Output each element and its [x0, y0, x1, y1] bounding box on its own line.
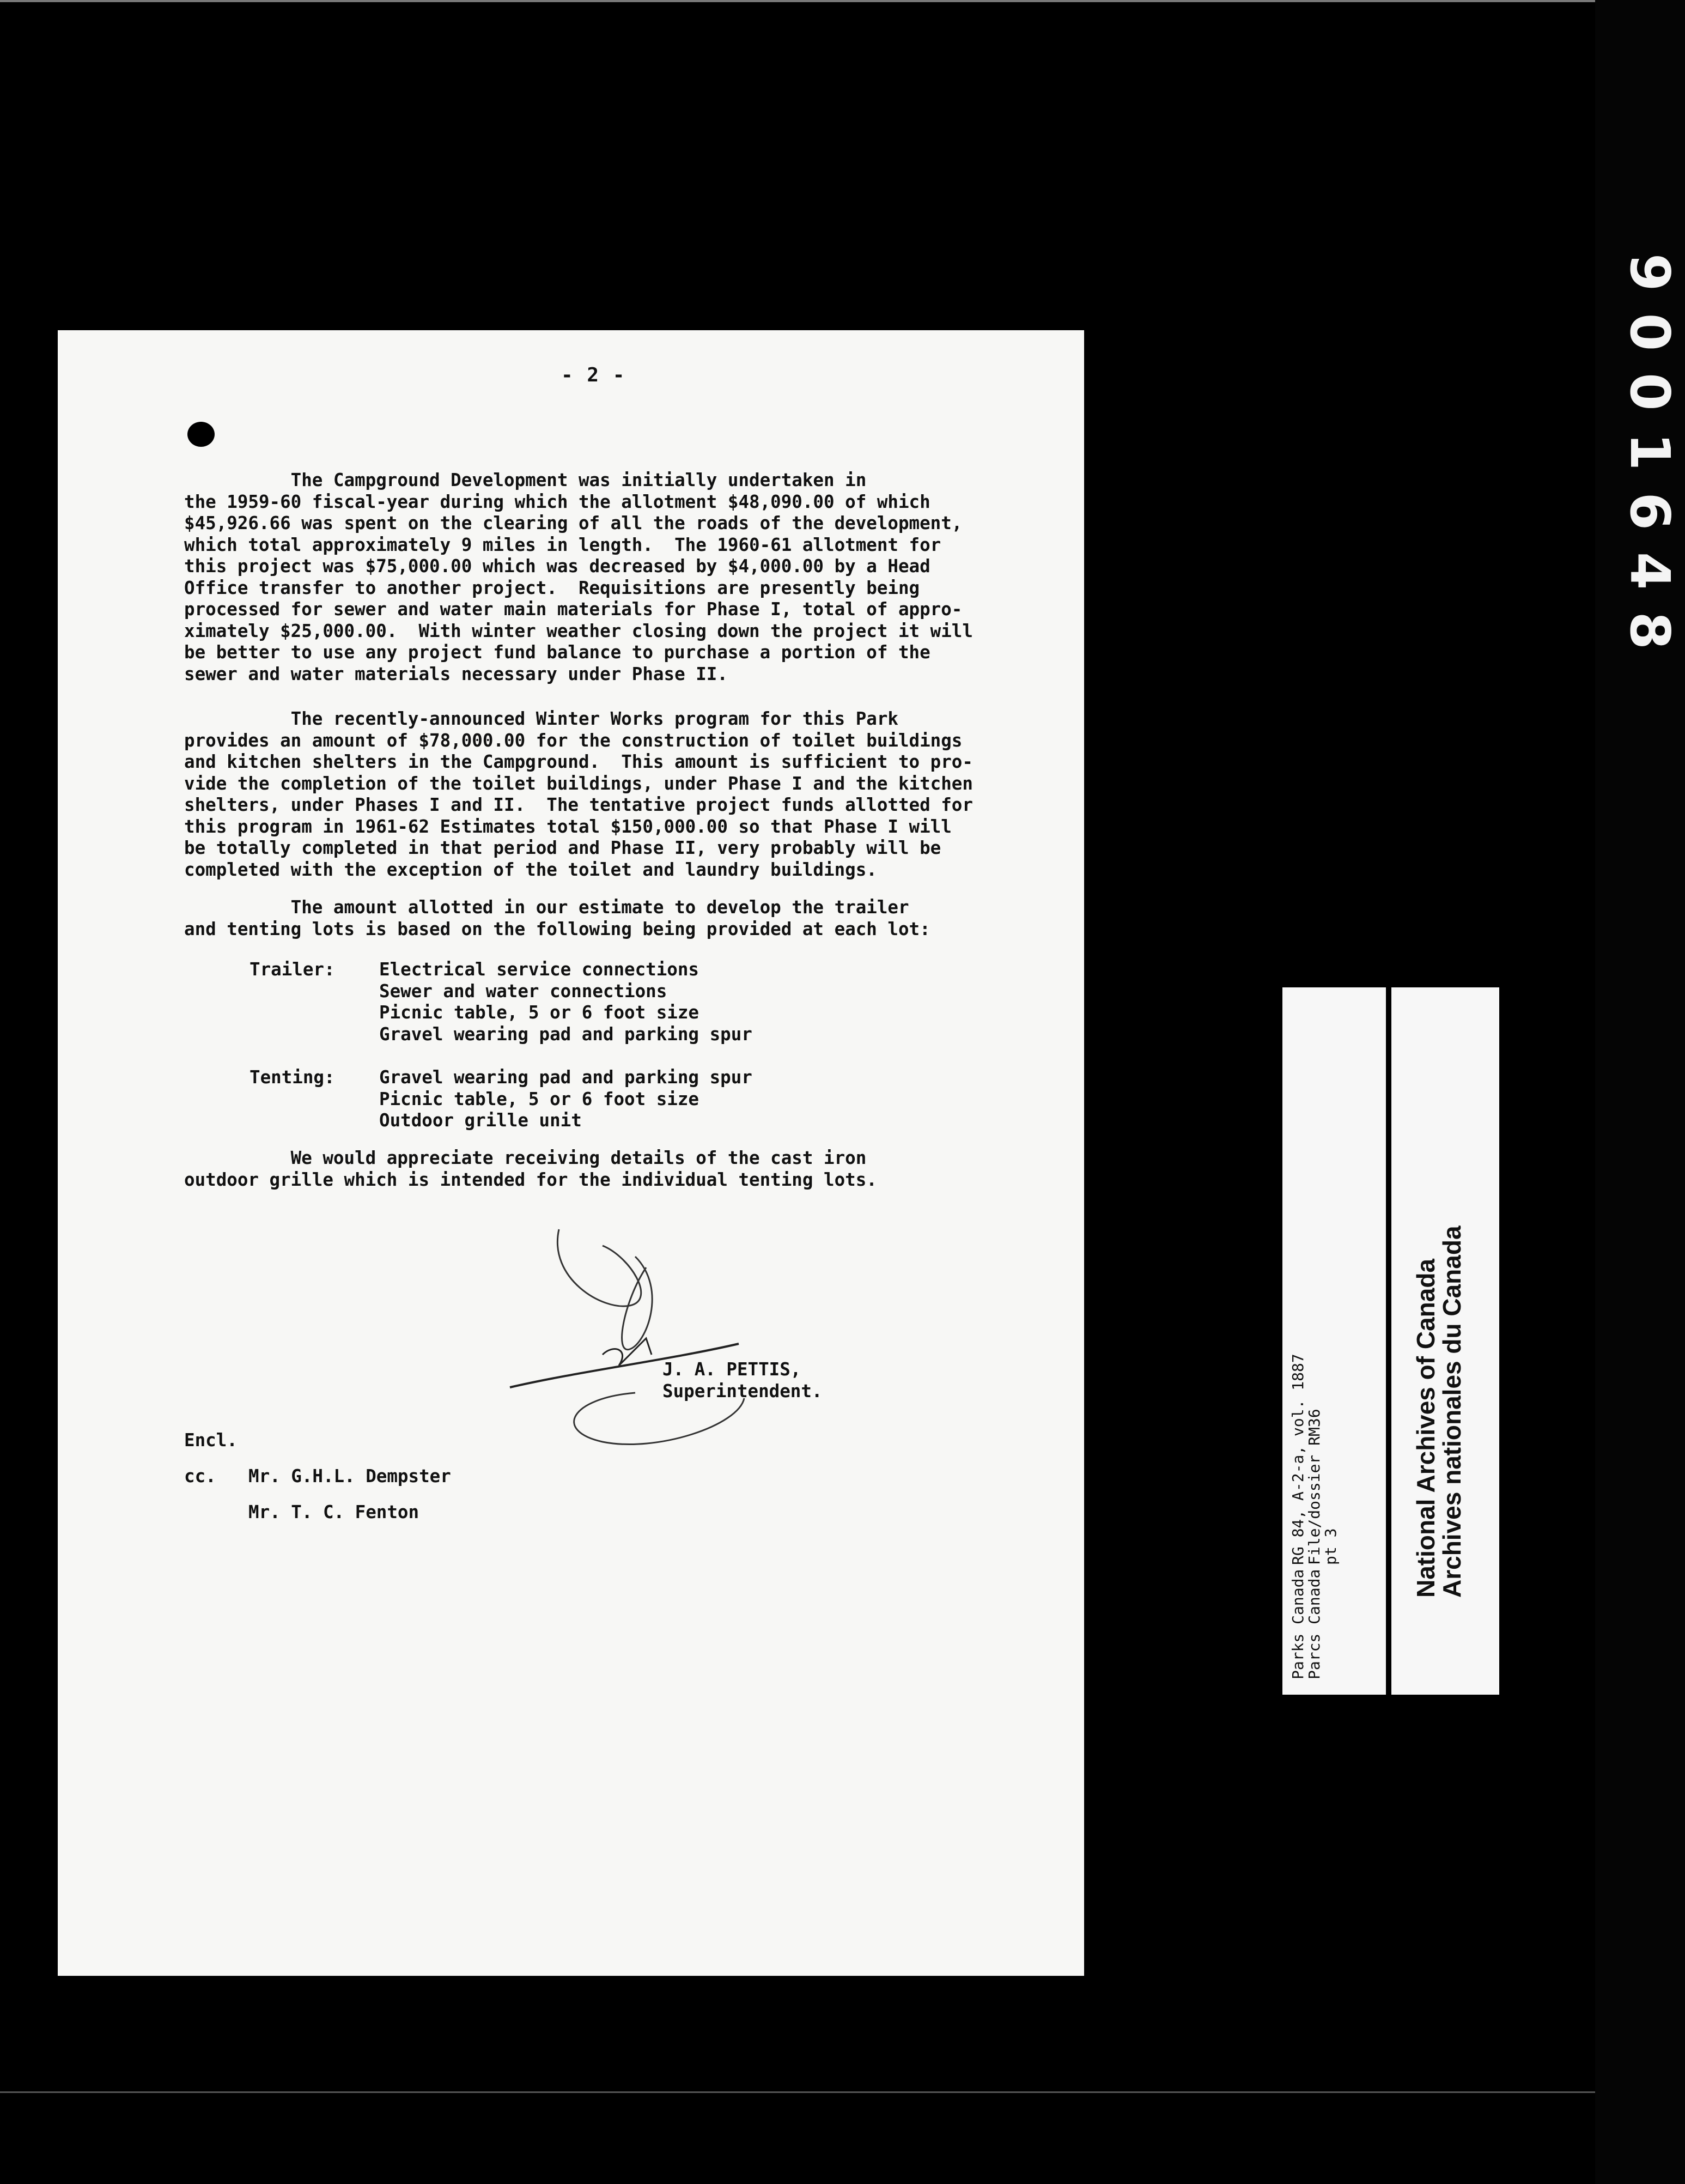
page-number: - 2 -	[561, 364, 626, 386]
reference-line2: File/dossier RM36	[1305, 1409, 1323, 1565]
parks-canada-en: Parks Canada	[1289, 1569, 1307, 1679]
film-edge-bottom	[0, 2091, 1595, 2093]
tenting-items: Gravel wearing pad and parking spur Picnic table, 5 or 6 foot size Outdoor grille unit	[379, 1067, 752, 1131]
archives-name-fr: Archives nationales du Canada	[1438, 1226, 1466, 1598]
tenting-label: Tenting:	[250, 1067, 335, 1088]
paragraph-winter-works: The recently-announced Winter Works program for this Park provides an amount of $78,000.00 for the construction of toilet buildings and kitchen shelters in the Campground. This amount is sufficient to pro- vide the completion of the toilet buildings, under Phase I and the kitchen shelters, under Phases I and II. The tentative project funds allotted for this program in 1961-62 Estimates total $150,000.00 so that Phase I will be totally completed in that period and Phase II, very probably will be completed with the exception of the toilet and laundry buildings.	[184, 708, 973, 880]
handwritten-signature	[58, 330, 1084, 1976]
reference-line3: pt 3	[1322, 1528, 1340, 1565]
reference-line1: RG 84, A-2-a, vol. 1887	[1289, 1354, 1307, 1565]
trailer-items: Electrical service connections Sewer and water connections Picnic table, 5 or 6 foot size Gravel wearing pad and parking spur	[379, 959, 752, 1045]
frame-number	[1366, 253, 1682, 801]
trailer-label: Trailer:	[250, 959, 335, 980]
reference-label	[1282, 987, 1386, 1695]
signature-name-title: J. A. PETTIS, Superintendent.	[662, 1359, 823, 1402]
cc-label: cc.	[184, 1466, 216, 1487]
paragraph-grille-request: We would appreciate receiving details of the cast iron outdoor grille which is intended for the individual tenting lots.	[184, 1148, 877, 1190]
cc-recipient-dempster: Mr. G.H.L. Dempster	[248, 1466, 451, 1487]
frame-number-text: 9001648	[1618, 253, 1682, 672]
parks-canada-fr: Parcs Canada	[1305, 1569, 1323, 1679]
archives-label	[1391, 987, 1499, 1695]
paragraph-lot-allotment: The amount allotted in our estimate to develop the trailer and tenting lots is based on the following being provided at each lot:	[184, 897, 930, 939]
document-page	[58, 330, 1084, 1976]
film-edge-top	[0, 0, 1595, 2]
archives-name-en: National Archives of Canada	[1412, 1258, 1440, 1598]
paragraph-campground-development: The Campground Development was initially undertaken in the 1959-60 fiscal-year during which the allotment $48,090.00 of which $45,926.66 was spent on the clearing of all the roads of the development, which total approximately 9 miles in length. The 1960-61 allotment for this project was $75,000.00 which was decreased by $4,000.00 by a Head Office transfer to another project. Requisitions are presently being processed for sewer and water main materials for Phase I, total of appro- ximately $25,000.00. With winter weather closing down the project it will be better to use any project fund balance to purchase a portion of the sewer and water materials necessary under Phase II.	[184, 470, 973, 684]
enclosure-note: Encl.	[184, 1430, 238, 1451]
cc-recipient-fenton: Mr. T. C. Fenton	[248, 1502, 419, 1522]
